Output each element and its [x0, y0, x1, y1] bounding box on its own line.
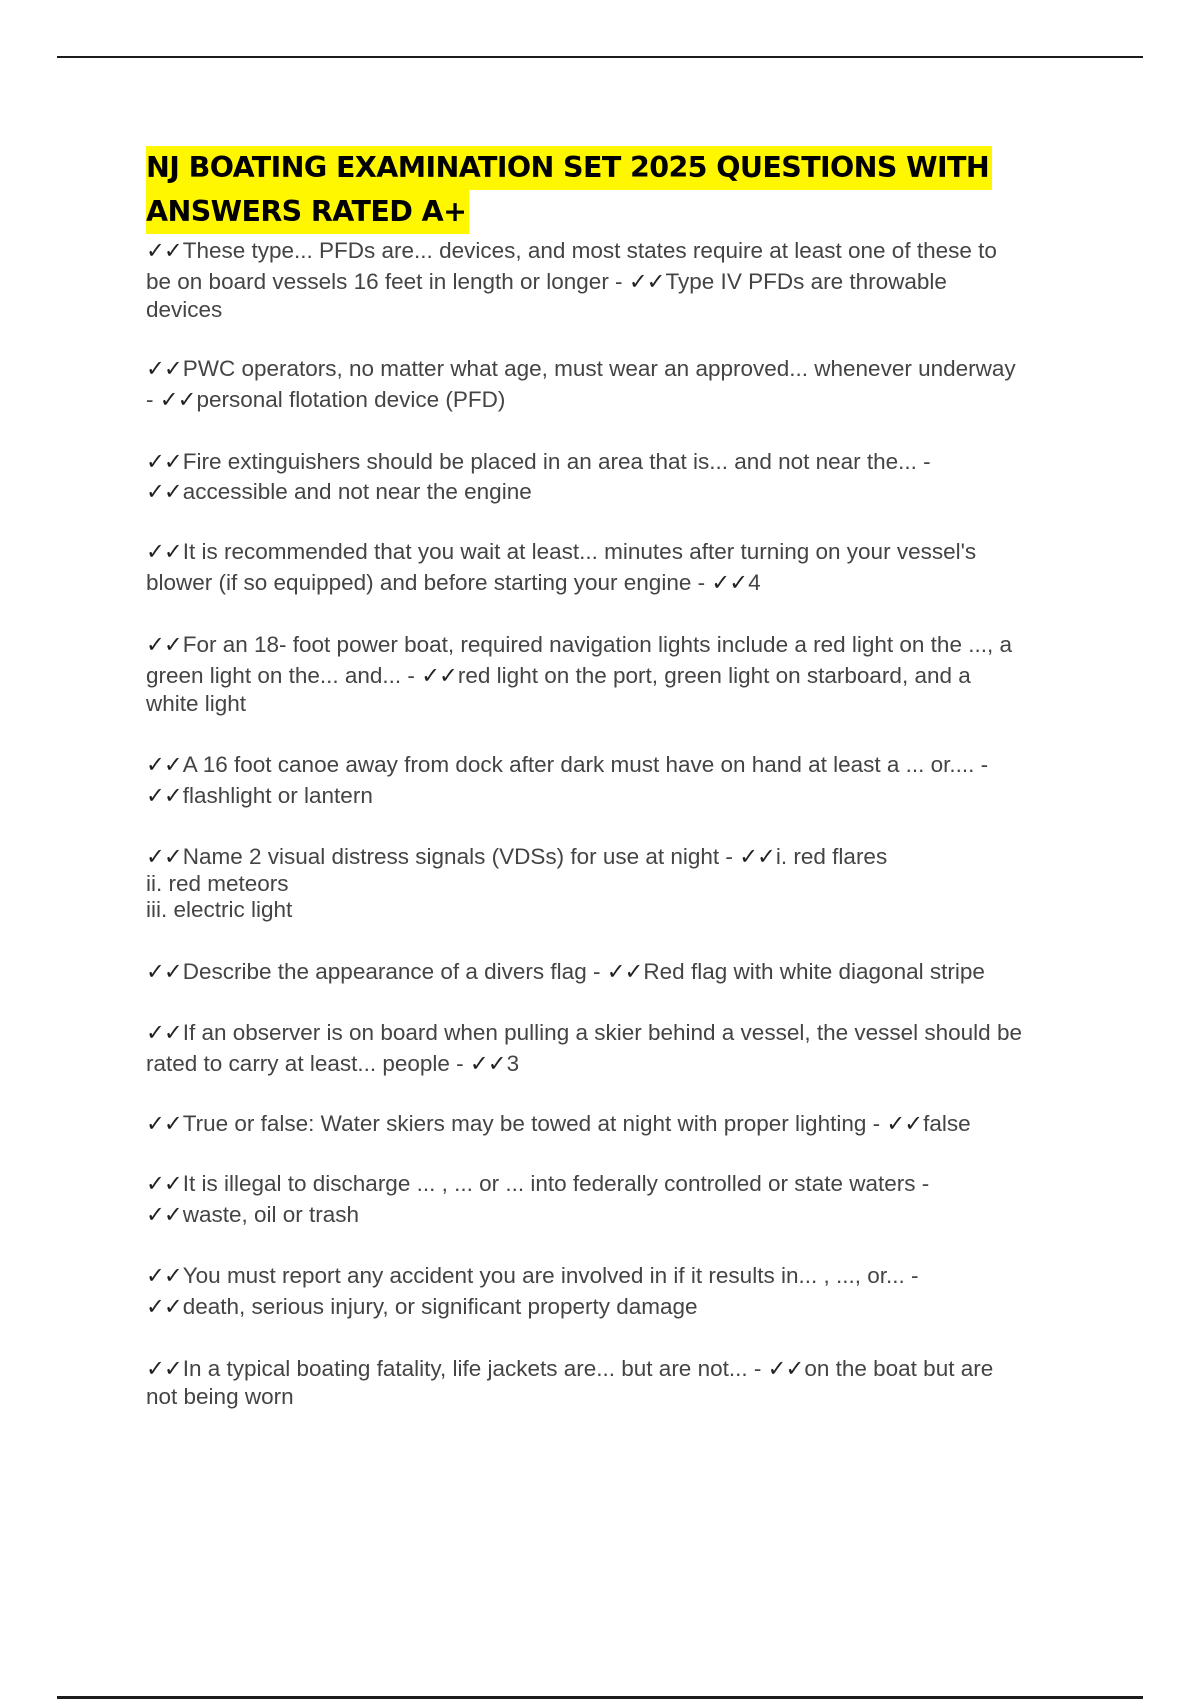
qa-text: Red flag with white diagonal stripe [643, 959, 985, 984]
double-check-icon: ✓✓ [767, 1356, 804, 1381]
qa-line [146, 569, 761, 597]
qa-text: on the boat but are [804, 1356, 994, 1381]
qa-text: personal flotation device (PFD) [196, 387, 506, 412]
qa-text: green light on the... and... - [146, 663, 422, 688]
double-check-icon: ✓✓ [146, 1171, 182, 1196]
qa-line [146, 1170, 929, 1198]
qa-line [146, 538, 976, 566]
double-check-icon: ✓✓ [886, 1111, 923, 1136]
double-check-icon: ✓✓ [146, 1263, 182, 1288]
qa-line [146, 1019, 1022, 1047]
qa-line [146, 478, 532, 506]
double-check-icon: ✓✓ [146, 959, 182, 984]
qa-text: 3 [506, 1051, 520, 1076]
double-check-icon: ✓✓ [146, 539, 182, 564]
qa-text: red light on the port, green light on starboard, and a [457, 663, 971, 688]
qa-text: True or false: Water skiers may be towed at night with proper lighting - [182, 1111, 887, 1136]
double-check-icon: ✓✓ [146, 1020, 182, 1045]
double-check-icon: ✓✓ [711, 570, 748, 595]
qa-line [146, 448, 931, 476]
double-check-icon: ✓✓ [146, 1111, 182, 1136]
double-check-icon: ✓✓ [628, 269, 665, 294]
qa-text: devices [146, 297, 223, 322]
qa-text: In a typical boating fatality, life jackets are... but are not... - [182, 1356, 768, 1381]
qa-line [146, 1262, 918, 1290]
double-check-icon: ✓✓ [469, 1051, 506, 1076]
qa-text: iii. electric light [146, 897, 293, 922]
qa-text: rated to carry at least... people - [146, 1051, 470, 1076]
qa-line [146, 237, 997, 265]
qa-text: - [146, 387, 160, 412]
qa-line [146, 1383, 294, 1411]
qa-line [146, 631, 1012, 659]
qa-text: be on board vessels 16 feet in length or longer - [146, 269, 629, 294]
qa-line [146, 1050, 519, 1078]
qa-line [146, 751, 988, 779]
double-check-icon: ✓✓ [146, 1294, 182, 1319]
qa-text: You must report any accident you are involved in if it results in... , ..., or... - [182, 1263, 919, 1288]
double-check-icon: ✓✓ [146, 356, 182, 381]
qa-line [146, 1355, 993, 1383]
qa-text: false [923, 1111, 971, 1136]
double-check-icon: ✓✓ [146, 844, 182, 869]
qa-text: Describe the appearance of a divers flag - [182, 959, 607, 984]
qa-text: Type IV PFDs are throwable [665, 269, 947, 294]
qa-text: flashlight or lantern [182, 783, 373, 808]
qa-text: white light [146, 691, 247, 716]
double-check-icon: ✓✓ [159, 387, 196, 412]
qa-line [146, 355, 1016, 383]
qa-line [146, 386, 505, 414]
double-check-icon: ✓✓ [146, 1356, 182, 1381]
qa-line [146, 870, 289, 898]
double-check-icon: ✓✓ [146, 632, 182, 657]
qa-line [146, 268, 947, 296]
qa-text: It is recommended that you wait at least... minutes after turning on your vessel's [182, 539, 977, 564]
qa-text: For an 18- foot power boat, required navigation lights include a red light on the ..., a [182, 632, 1012, 657]
qa-line [146, 1293, 698, 1321]
qa-line [146, 1110, 971, 1138]
qa-text: PWC operators, no matter what age, must wear an approved... whenever underway [182, 356, 1016, 381]
double-check-icon: ✓✓ [421, 663, 457, 688]
qa-line [146, 296, 222, 324]
header-rule [57, 56, 1143, 58]
document-title-line-1: NJ BOATING EXAMINATION SET 2025 QUESTIONS WITH [146, 146, 992, 190]
qa-text: not being worn [146, 1384, 294, 1409]
qa-text: Fire extinguishers should be placed in an area that is... and not near the... - [182, 449, 931, 474]
qa-text: If an observer is on board when pulling a skier behind a vessel, the vessel should be [182, 1020, 1022, 1045]
double-check-icon: ✓✓ [739, 844, 775, 869]
qa-line [146, 662, 971, 690]
qa-text: These type... PFDs are... devices, and most states require at least one of these to [182, 238, 997, 263]
qa-text: blower (if so equipped) and before starting your engine - [146, 570, 712, 595]
document-title-line-2: ANSWERS RATED A+ [146, 190, 469, 234]
qa-text: A 16 foot canoe away from dock after dark must have on hand at least a ... or.... - [182, 752, 989, 777]
qa-text: death, serious injury, or significant property damage [182, 1294, 698, 1319]
double-check-icon: ✓✓ [146, 752, 182, 777]
double-check-icon: ✓✓ [146, 783, 182, 808]
double-check-icon: ✓✓ [146, 238, 182, 263]
qa-text: Name 2 visual distress signals (VDSs) for use at night - [182, 844, 740, 869]
qa-line [146, 782, 373, 810]
qa-line [146, 958, 985, 986]
footer-rule [57, 1696, 1143, 1699]
qa-text: It is illegal to discharge ... , ... or ... into federally controlled or state waters - [182, 1171, 930, 1196]
qa-text: 4 [748, 570, 761, 595]
qa-text: waste, oil or trash [182, 1202, 360, 1227]
qa-text: accessible and not near the engine [182, 479, 532, 504]
double-check-icon: ✓✓ [146, 449, 182, 474]
qa-line [146, 843, 887, 871]
double-check-icon: ✓✓ [146, 1202, 182, 1227]
double-check-icon: ✓✓ [606, 959, 643, 984]
qa-line [146, 1201, 359, 1229]
qa-line [146, 690, 246, 718]
qa-text: ii. red meteors [146, 871, 289, 896]
double-check-icon: ✓✓ [146, 479, 182, 504]
qa-text: i. red flares [775, 844, 888, 869]
qa-line [146, 896, 292, 924]
